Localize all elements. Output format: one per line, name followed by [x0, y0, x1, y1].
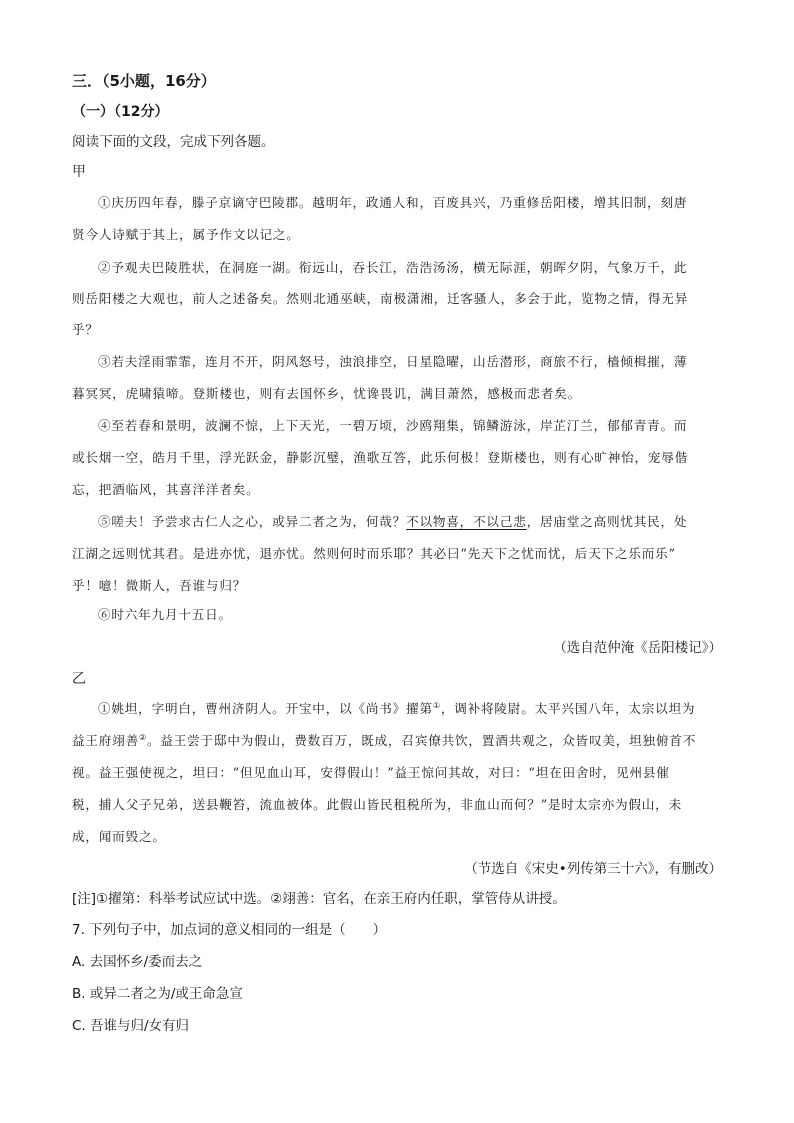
- instruction-text: 阅读下面的文段，完成下列各题。: [72, 134, 275, 150]
- passage-jia-source: （选自范仲淹《岳阳楼记》）: [553, 640, 722, 656]
- footnote-text: [注]①擢第：科举考试应试中选。②翊善：官名，在亲王府内任职，掌管侍从讲授。: [72, 891, 566, 907]
- footnote-marker: ①: [432, 700, 441, 710]
- passage-jia-line: ①庆历四年春，滕子京谪守巴陵郡。越明年，政通人和，百废具兴，乃重修岳阳楼，增其旧制，刻唐: [98, 195, 688, 210]
- passage-yi-line: ①姚坦，字明白，曹州济阴人。开宝中，以《尚书》擢第①，调补将陵尉。太平兴国八年，太宗以坦为: [98, 700, 696, 716]
- section-heading: 三．（5小题，16分）: [72, 72, 216, 90]
- passage-jia-line: 江湖之远则忧其君。是进亦忧，退亦忧。然则何时而乐耶？其必曰“先天下之忧而忧，后天下之乐而乐”: [72, 546, 676, 561]
- option-c: C. 吾谁与归/女有归: [72, 1018, 190, 1034]
- passage-jia-label: 甲: [72, 164, 86, 180]
- passage-jia-line: 暮冥冥，虎啸猿啼。登斯楼也，则有去国怀乡，忧谗畏讥，满目萧然，感极而悲者矣。: [72, 386, 581, 401]
- passage-jia-line: ④至若春和景明，波澜不惊，上下天光，一碧万顷，沙鸥翔集，锦鳞游泳，岸芷汀兰，郁郁青青。而: [98, 418, 688, 433]
- option-a: A. 去国怀乡/委而去之: [72, 954, 203, 970]
- passage-text: ，居庙堂之高则忧其民，处: [526, 514, 688, 529]
- footnote-marker: ②: [138, 732, 147, 742]
- passage-jia-line: 或长烟一空，皓月千里，浮光跃金，静影沉璧，渔歌互答，此乐何极！登斯楼也，则有心旷神怡，宠辱偕: [72, 450, 689, 465]
- passage-jia-line: [98, 511, 722, 530]
- option-b: B. 或异二者之为/或王命急宣: [72, 986, 243, 1002]
- passage-yi-source: （节选自《宋史•列传第三十六》，有删改）: [464, 861, 722, 877]
- section-subheading: （一）（12分）: [72, 104, 169, 120]
- passage-jia-line: ②予观夫巴陵胜状，在洞庭一湖。衔远山，吞长江，浩浩汤汤，横无际涯，朝晖夕阴，气象万千，此: [98, 260, 688, 275]
- passage-jia-line: 忘，把酒临风，其喜洋洋者矣。: [72, 482, 260, 497]
- passage-jia-line: ⑥时六年九月十五日。: [98, 607, 232, 622]
- passage-yi-line: 成，闻而毁之。: [72, 829, 166, 844]
- passage-jia-line: 乎！噫！微斯人，吾谁与归？: [72, 578, 247, 593]
- passage-yi-line: 视。益王强使视之，坦曰：“但见血山耳，安得假山！”益王惊问其故，对曰：“坦在田舍时，见州县催: [72, 765, 670, 780]
- underlined-phrase: 不以物喜，不以己悲: [406, 514, 527, 529]
- passage-yi-label: 乙: [72, 671, 86, 687]
- passage-jia-line: 乎？: [72, 322, 99, 337]
- question-stem: 7. 下列句子中，加点词的意义相同的一组是（ ）: [72, 922, 387, 938]
- passage-jia-line: 贤今人诗赋于其上，属予作文以记之。: [72, 227, 300, 242]
- passage-yi-line: 税，捕人父子兄弟，送县鞭笞，流血被体。此假山皆民租税所为，非血山而何？”是时太宗亦为假山，未: [72, 797, 682, 812]
- passage-yi-line: 益王府翊善②。益王尝于邸中为假山，费数百万，既成，召宾僚共饮，置酒共观之，众皆叹美，坦独俯首不: [72, 732, 697, 748]
- passage-jia-line: ③若夫淫雨霏霏，连月不开，阴风怒号，浊浪排空，日星隐曜，山岳潜形，商旅不行，樯倾楫摧，薄: [98, 354, 688, 369]
- passage-jia-line: 则岳阳楼之大观也，前人之述备矣。然则北通巫峡，南极潇湘，迁客骚人，多会于此，览物之情，得无异: [72, 291, 689, 306]
- passage-text: ⑤嗟夫！予尝求古仁人之心，或异二者之为，何哉？: [98, 514, 407, 529]
